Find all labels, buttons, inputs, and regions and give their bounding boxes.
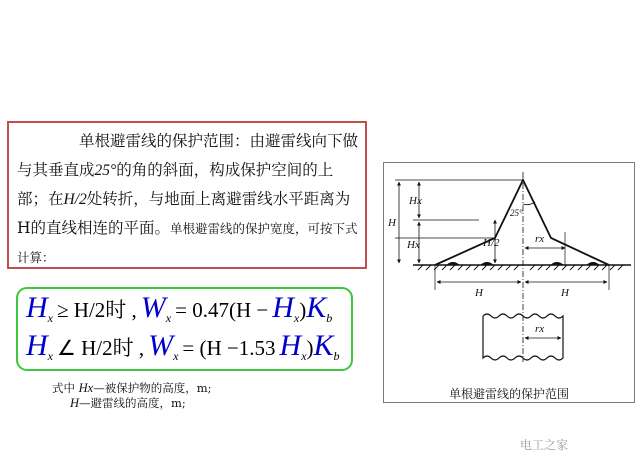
note-h-symbol: H xyxy=(70,396,80,410)
formula-sub-x: x xyxy=(173,349,179,363)
label-hx-top: Hx xyxy=(409,195,422,207)
description-text-4: 单根避雷线的保护宽度，可按下式计算： xyxy=(17,221,358,265)
formula-row-1 xyxy=(26,291,332,325)
formula-sub-x: x xyxy=(301,349,307,363)
formula-box xyxy=(16,287,353,371)
notes xyxy=(52,381,212,411)
note-hx xyxy=(52,381,212,396)
formula-paren: ) xyxy=(299,298,307,322)
formula-expression: = 0.47(H − xyxy=(175,298,269,322)
description-angle: 25° xyxy=(94,162,117,179)
watermark: 电工之家 xyxy=(520,438,569,452)
description-text-1: 单根避雷线的保护范围：由避雷线向下做与其垂直成 xyxy=(17,132,359,179)
protection-profile xyxy=(435,180,609,265)
description-text-3: 处转折，与地面上离避雷线水平距离为H的直线相连的平面。 xyxy=(17,190,351,237)
label-h-side: H xyxy=(388,217,396,229)
formula-sub-x: x xyxy=(165,311,172,325)
note-h xyxy=(52,396,212,411)
formula-w: W xyxy=(140,291,166,324)
formula-h: H xyxy=(272,291,294,324)
formula-paren: ) xyxy=(306,336,314,360)
description-h-half: H/2 xyxy=(63,191,87,208)
ground-hatching xyxy=(418,265,623,270)
label-rx-top: rx xyxy=(535,233,545,245)
description-paragraph xyxy=(17,127,359,272)
formula-condition: ≥ H/2时 , xyxy=(57,298,137,322)
note-h-text: —避雷线的高度，m; xyxy=(79,396,186,410)
formula-condition: ∠ H/2时 , xyxy=(57,336,145,360)
formula-sub-b: b xyxy=(333,349,340,363)
note-hx-symbol: Hx xyxy=(78,381,94,395)
formula-sub-x: x xyxy=(47,311,53,325)
formula-k: K xyxy=(313,329,334,362)
label-hx-low: Hx xyxy=(407,239,420,251)
label-rx-bottom: rx xyxy=(535,323,545,335)
formula-sub-x: x xyxy=(293,311,300,325)
formula-h: H xyxy=(26,291,48,324)
formula-k: K xyxy=(306,291,327,324)
figure-caption: 单根避雷线的保护范围 xyxy=(448,387,569,401)
formula-w: W xyxy=(148,329,174,362)
label-h-right: H xyxy=(561,287,569,299)
description-box xyxy=(7,121,367,269)
label-h-half: H/2 xyxy=(483,237,500,249)
description-text-2: 的角的斜面，构成保护空间的上部；在 xyxy=(17,161,334,208)
formula-h: H xyxy=(279,329,302,362)
note-hx-text: —被保护物的高度，m; xyxy=(93,381,212,395)
label-h-left: H xyxy=(475,287,483,299)
formula-h: H xyxy=(26,329,48,362)
formula-sub-x: x xyxy=(47,349,53,363)
formula-row-2 xyxy=(26,329,340,363)
formula-sub-b: b xyxy=(326,311,333,325)
formula-expression: = (H −1.53 xyxy=(182,336,276,360)
protection-range-figure xyxy=(383,162,635,403)
label-angle: 25° xyxy=(510,208,523,218)
note-prefix: 式中 xyxy=(52,381,75,395)
